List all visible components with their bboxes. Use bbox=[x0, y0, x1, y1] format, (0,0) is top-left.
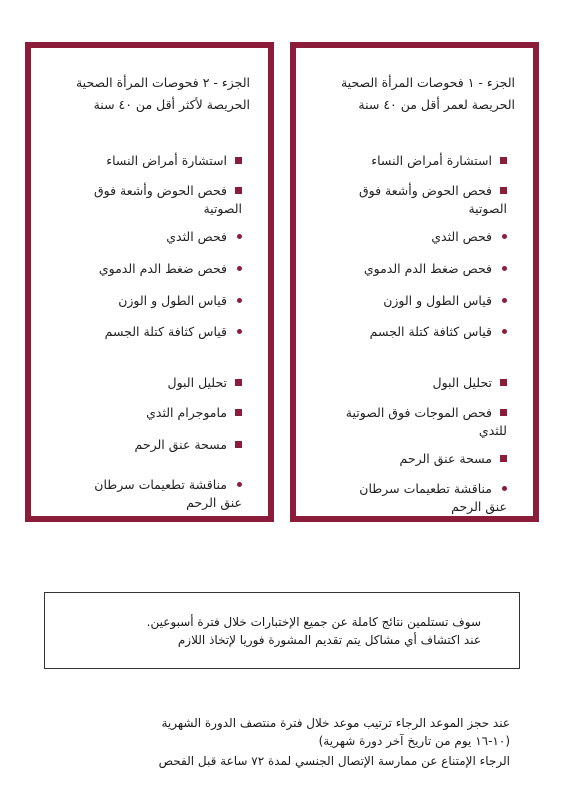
dot-bullet-icon bbox=[502, 266, 507, 271]
list-item: فحص الحوض وأشعة فوق الصوتية bbox=[358, 183, 507, 216]
list-item: فحص ضغط الدم الدموي bbox=[310, 260, 507, 278]
list-item: ماموجرام الثدي bbox=[45, 404, 242, 422]
list-item: تحليل البول bbox=[310, 374, 507, 392]
square-bullet-icon bbox=[500, 157, 507, 164]
part2-panel bbox=[25, 42, 274, 522]
part1-title-line2: الحريصة لعمر أقل من ٤٠ سنة bbox=[358, 97, 515, 112]
note-line-1: سوف تستلمين نتائج كاملة عن جميع الإختبارات خلال فترة أسبوعين. bbox=[146, 615, 481, 629]
part1-title-line1: الجزء - ١ فحوصات المرأة الصحية bbox=[340, 75, 515, 90]
list-item: فحص ضغط الدم الدموي bbox=[45, 260, 242, 278]
part2-title-line2: الحريصة لأكثر أقل من ٤٠ سنة bbox=[93, 97, 250, 112]
list-item: مسحة عنق الرحم bbox=[45, 436, 242, 454]
dot-bullet-icon bbox=[237, 234, 242, 239]
dot-bullet-icon bbox=[237, 329, 242, 334]
list-item: قياس الطول و الوزن bbox=[45, 292, 242, 310]
dot-bullet-icon bbox=[502, 329, 507, 334]
square-bullet-icon bbox=[500, 455, 507, 462]
dot-bullet-icon bbox=[237, 298, 242, 303]
list-item: تحليل البول bbox=[45, 374, 242, 392]
dot-bullet-icon bbox=[237, 266, 242, 271]
square-bullet-icon bbox=[235, 379, 242, 386]
footer-line-2: (١٠-١٦ يوم من تاريخ آخر دورة شهرية) bbox=[318, 734, 510, 748]
list-item: فحص الثدي bbox=[310, 228, 507, 246]
part1-panel bbox=[290, 42, 539, 522]
dot-bullet-icon bbox=[237, 482, 242, 487]
list-item: استشارة أمراض النساء bbox=[310, 152, 507, 170]
square-bullet-icon bbox=[500, 187, 507, 194]
list-item: فحص الموجات فوق الصوتية للثدي bbox=[345, 405, 507, 438]
square-bullet-icon bbox=[235, 409, 242, 416]
part2-title-line1: الجزء - ٢ فحوصات المرأة الصحية bbox=[75, 75, 250, 90]
list-item: قياس الطول و الوزن bbox=[310, 292, 507, 310]
footer-line-1: عند حجز الموعد الرجاء ترتيب موعد خلال فترة منتصف الدورة الشهرية bbox=[161, 716, 510, 730]
square-bullet-icon bbox=[235, 441, 242, 448]
results-note-box bbox=[44, 592, 520, 669]
square-bullet-icon bbox=[500, 379, 507, 386]
list-item: فحص الحوض وأشعة فوق الصوتية bbox=[93, 183, 242, 216]
list-item: مناقشة تطعيمات سرطان عنق الرحم bbox=[359, 481, 507, 514]
dot-bullet-icon bbox=[502, 486, 507, 491]
part1-title bbox=[310, 72, 515, 116]
list-item: استشارة أمراض النساء bbox=[45, 152, 242, 170]
square-bullet-icon bbox=[235, 157, 242, 164]
list-item: مناقشة تطعيمات سرطان عنق الرحم bbox=[94, 477, 242, 510]
dot-bullet-icon bbox=[502, 298, 507, 303]
note-line-2: عند اكتشاف أي مشاكل يتم تقديم المشورة فوريا لإتخاذ اللازم bbox=[177, 633, 481, 647]
footer-line-3: الرجاء الإمتناع عن ممارسة الإتصال الجنسي لمدة ٧٢ ساعة قبل الفحص bbox=[158, 754, 510, 768]
dot-bullet-icon bbox=[502, 234, 507, 239]
square-bullet-icon bbox=[500, 409, 507, 416]
list-item: قياس كثافة كتلة الجسم bbox=[310, 323, 507, 341]
list-item: فحص الثدي bbox=[45, 228, 242, 246]
list-item: قياس كثافة كتلة الجسم bbox=[45, 323, 242, 341]
square-bullet-icon bbox=[235, 187, 242, 194]
part2-title bbox=[45, 72, 250, 116]
list-item: مسحة عنق الرحم bbox=[310, 450, 507, 468]
